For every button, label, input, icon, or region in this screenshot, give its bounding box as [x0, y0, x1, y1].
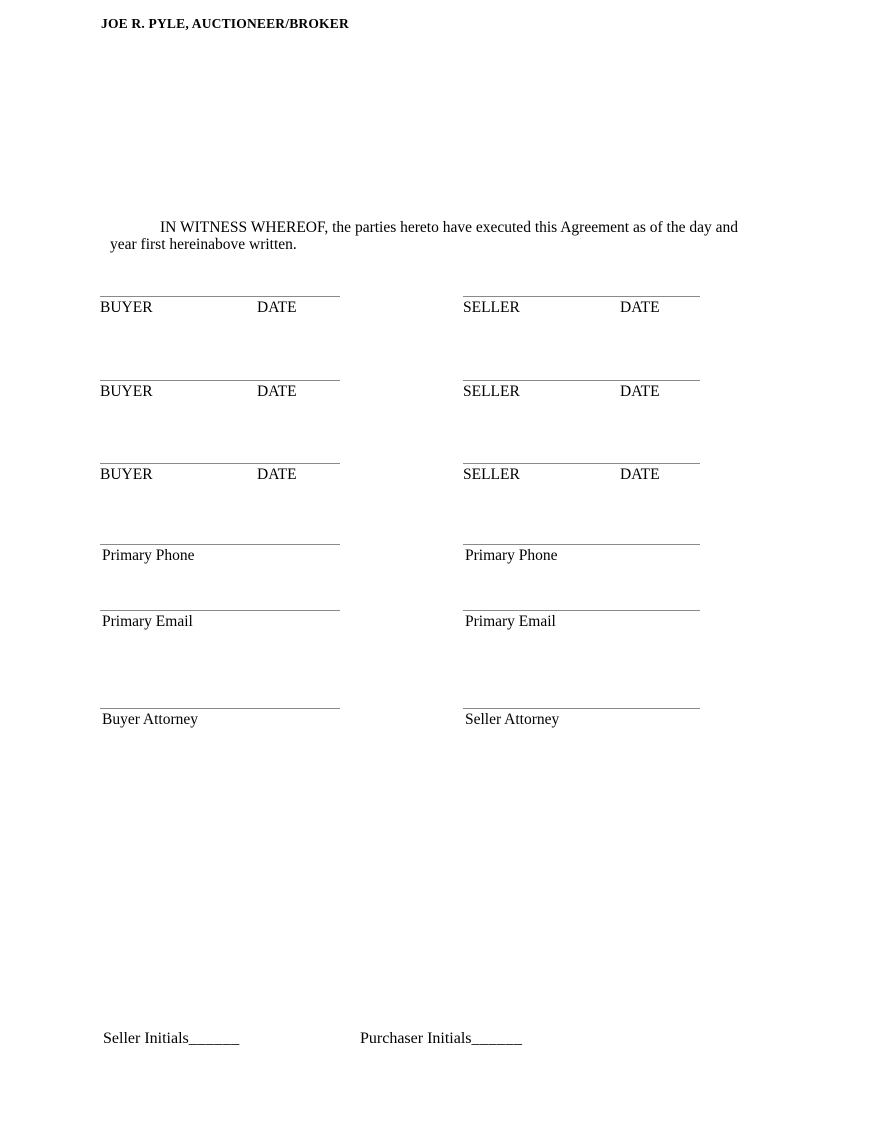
buyer-signature-block-3: [100, 463, 340, 483]
seller-email-block: [463, 610, 700, 630]
date-label: DATE: [257, 383, 297, 400]
date-label: DATE: [620, 383, 660, 400]
seller-phone-label: Primary Phone: [465, 547, 558, 564]
seller-label: SELLER: [463, 299, 520, 316]
seller-initials-label: Seller Initials: [103, 1030, 189, 1047]
buyer-phone-label: Primary Phone: [102, 547, 195, 564]
seller-signature-block-2: [463, 380, 700, 400]
buyer-email-label: Primary Email: [102, 613, 193, 630]
date-label: DATE: [257, 299, 297, 316]
buyer-label: BUYER: [100, 383, 153, 400]
buyer-signature-block-2: [100, 380, 340, 400]
buyer-label: BUYER: [100, 466, 153, 483]
buyer-email-block: [100, 610, 340, 630]
buyer-signature-block-1: [100, 296, 340, 316]
buyer-label: BUYER: [100, 299, 153, 316]
witness-paragraph: IN WITNESS WHEREOF, the parties hereto have executed this Agreement as of the day and year first hereinabove written.: [110, 219, 738, 253]
seller-email-label: Primary Email: [465, 613, 556, 630]
date-label: DATE: [257, 466, 297, 483]
seller-phone-block: [463, 544, 700, 564]
seller-signature-block-3: [463, 463, 700, 483]
buyer-attorney-block: [100, 708, 340, 728]
buyer-phone-block: [100, 544, 340, 564]
purchaser-initials-label: Purchaser Initials: [360, 1030, 472, 1047]
date-label: DATE: [620, 466, 660, 483]
seller-signature-block-1: [463, 296, 700, 316]
seller-attorney-label: Seller Attorney: [465, 711, 560, 728]
seller-label: SELLER: [463, 383, 520, 400]
seller-attorney-block: [463, 708, 700, 728]
seller-initials-blank[interactable]: ______: [188, 1030, 240, 1047]
buyer-attorney-label: Buyer Attorney: [102, 711, 198, 728]
seller-label: SELLER: [463, 466, 520, 483]
date-label: DATE: [620, 299, 660, 316]
seller-initials: [103, 1030, 240, 1048]
broker-header: JOE R. PYLE, AUCTIONEER/BROKER: [101, 16, 349, 31]
purchaser-initials-blank[interactable]: ______: [471, 1030, 523, 1047]
purchaser-initials: [360, 1030, 523, 1048]
